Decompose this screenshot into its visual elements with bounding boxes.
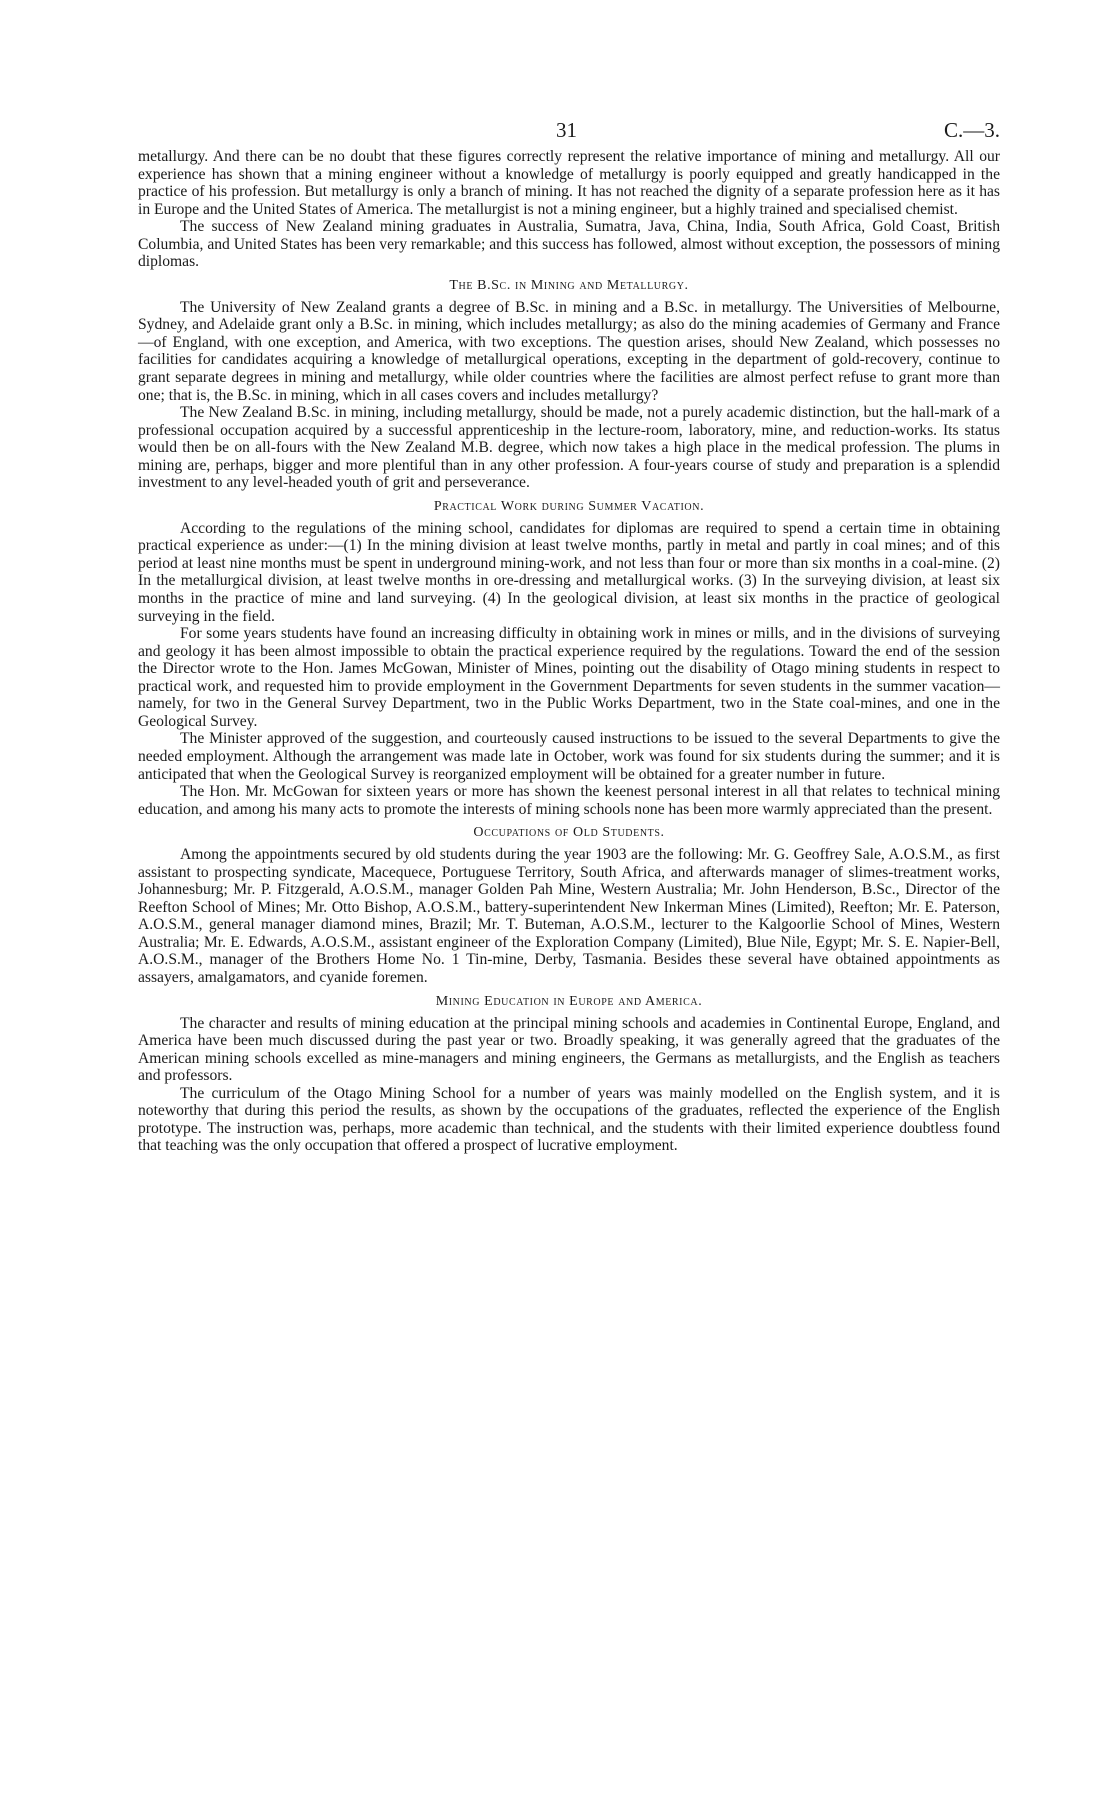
paragraph: The University of New Zealand grants a degree of B.Sc. in mining and a B.Sc. in metallurgy. The Universities of Melbourne, Sydney, and Adelaide grant only a B.Sc. in mining, which includes metallurgy; as also do the mining academies of Germany and France—of England, with one exception, and America, with two exceptions. The question arises, should New Zealand, which possesses no facilities for candidates acquiring a knowledge of metallurgical operations, excepting in the department of gold-recovery, continue to grant separate degrees in mining and metallurgy, while older countries where the facilities are almost perfect refuse to grant more than one; that is, the B.Sc. in mining, which in all cases covers and includes metallurgy?	[138, 298, 1000, 404]
section-heading: Practical Work during Summer Vacation.	[433, 498, 705, 514]
paragraph: The success of New Zealand mining graduates in Australia, Sumatra, Java, China, India, South Africa, Gold Coast, British Columbia, and United States has been very remarkable; and this success has followed, almost without exception, the possessors of mining diplomas.	[138, 218, 1000, 271]
page-number: 31	[556, 118, 577, 142]
paragraph: The New Zealand B.Sc. in mining, including metallurgy, should be made, not a purely academic distinction, but the hall-mark of a professional occupation acquired by a successful apprenticeship in the lecture-room, laboratory, mine, and reduction-works. Its status would then be on all-fours with the New Zealand M.B. degree, which now takes a high place in the medical profession. The plums in mining are, perhaps, bigger and more plentiful than in any other profession. A four-years course of study and preparation is a splendid investment to any level-headed youth of grit and perseverance.	[138, 404, 1000, 492]
paragraph: According to the regulations of the mining school, candidates for diplomas are required to spend a certain time in obtaining practical experience as under:—(1) In the mining division at least twelve months, partly in metal and partly in coal mines; and of this period at least nine months must be spent in underground mining-work, and not less than four or more than six months in a coal-mine. (2) In the metallurgical division, at least twelve months in ore-dressing and metallurgical works. (3) In the surveying division, at least six months in the practice of mine and land surveying. (4) In the geological division, at least six months in the practice of geological surveying in the field.	[138, 519, 1000, 625]
section-heading: Mining Education in Europe and America.	[435, 993, 703, 1009]
paragraph: The Minister approved of the suggestion, and courteously caused instructions to be issued to the several Departments to give the needed employment. Although the arrangement was made late in October, work was found for six students during the summer; and it is anticipated that when the Geological Survey is reorganized employment will be obtained for a greater number in future.	[138, 730, 1000, 783]
paragraph: The Hon. Mr. McGowan for sixteen years or more has shown the keenest personal interest in all that relates to technical mining education, and among his many acts to promote the interests of mining schools none has been more warmly appreciated than the present.	[138, 783, 1000, 818]
paragraph: The curriculum of the Otago Mining School for a number of years was mainly modelled on the English system, and it is noteworthy that during this period the results, as shown by the occupations of the graduates, reflected the experience of the English prototype. The instruction was, perhaps, more academic than technical, and the students with their limited experience doubtless found that teaching was the only occupation that offered a prospect of lucrative employment.	[138, 1084, 1000, 1155]
document-page	[138, 118, 1000, 1155]
section-heading: The B.Sc. in Mining and Metallurgy.	[449, 277, 689, 293]
paragraph: metallurgy. And there can be no doubt that these figures correctly represent the relative importance of mining and metallurgy. All our experience has shown that a mining engineer without a knowledge of metallurgy is poorly equipped and greatly handicapped in the practice of his profession. But metallurgy is only a branch of mining. It has not reached the dignity of a separate profession here as it has in Europe and the United States of America. The metallurgist is not a mining engineer, but a highly trained and specialised chemist.	[138, 148, 1000, 218]
paper-code: C.—3.	[943, 118, 1000, 142]
paragraph: The character and results of mining education at the principal mining schools and academies in Continental Europe, England, and America have been much discussed during the past year or two. Broadly speaking, it was generally agreed that the graduates of the American mining schools excelled as mine-managers and mining engineers, the Germans as metallurgists, and the English as teachers and professors.	[138, 1014, 1000, 1085]
paragraph: For some years students have found an increasing difficulty in obtaining work in mines or mills, and in the divisions of surveying and geology it has been almost impossible to obtain the practical experience required by the regulations. Toward the end of the session the Director wrote to the Hon. James McGowan, Minister of Mines, pointing out the disability of Otago mining students in respect to practical work, and requested him to provide employment in the Government Departments for seven students in the summer vacation—namely, for two in the General Survey Department, two in the Public Works Department, two in the State coal-mines, and one in the Geological Survey.	[138, 625, 1000, 730]
paragraph: Among the appointments secured by old students during the year 1903 are the following: Mr. G. Geoffrey Sale, A.O.S.M., as first assistant to prospecting syndicate, Macequece, Portuguese Territory, South Africa, and afterwards manager of slimes-treatment works, Johannesburg; Mr. P. Fitzgerald, A.O.S.M., manager Golden Pah Mine, Western Australia; Mr. John Henderson, B.Sc., Director of the Reefton School of Mines; Mr. Otto Bishop, A.O.S.M., battery-superintendent New Inkerman Mines (Limited), Reefton; Mr. E. Paterson, A.O.S.M., general manager diamond mines, Brazil; Mr. T. Buteman, A.O.S.M., lecturer to the Kalgoorlie School of Mines, Western Australia; Mr. E. Edwards, A.O.S.M., assistant engineer of the Exploration Company (Limited), Blue Nile, Egypt; Mr. S. E. Napier-Bell, A.O.S.M., manager of the Brothers Home No. 1 Tin-mine, Derby, Tasmania. Besides these several have obtained appointments as assayers, amalgamators, and cyanide foremen.	[138, 846, 1000, 986]
page-header	[138, 118, 1000, 148]
section-heading: Occupations of Old Students.	[473, 825, 665, 841]
